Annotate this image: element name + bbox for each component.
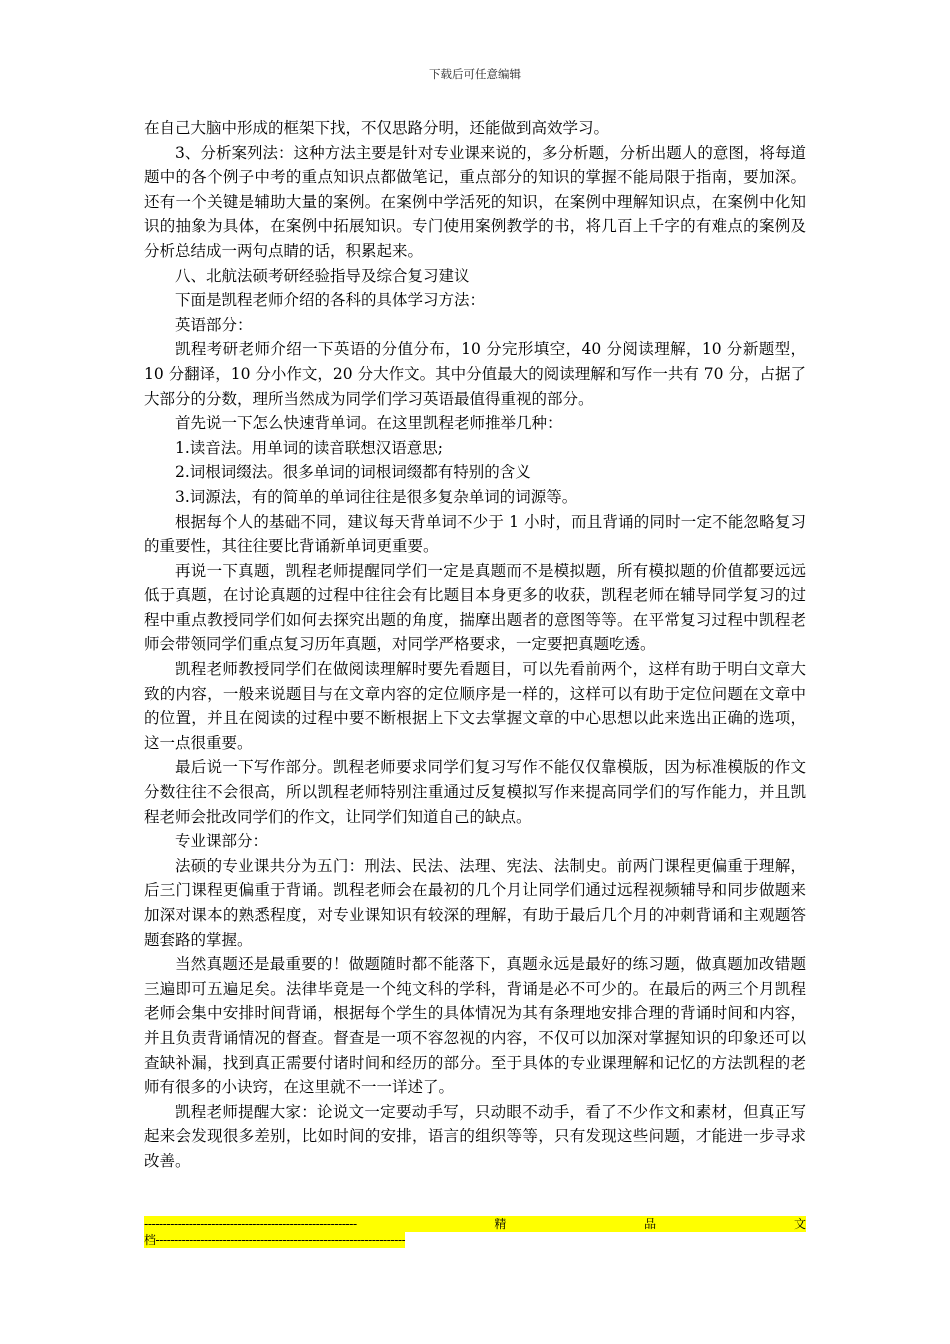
paragraph: 当然真题还是最重要的！做题随时都不能落下，真题永远是最好的练习题，做真题加改错题三遍即可五遍足矣。法律毕竟是一个纯文科的学科，背诵是必不可少的。在最后的两三个月凯程老师会集中安排时间背诵，根据每个学生的具体情况为其有条理地安排合理的背诵时间和内容，并且负责背诵情况的督查。督查是一项不容忽视的内容，不仅可以加深对掌握知识的印象还可以查缺补漏，找到真正需要付诸时间和经历的部分。至于具体的专业课理解和记忆的方法凯程的老师有很多的小诀窍，在这里就不一一详述了。 [144,955,806,1097]
page-header: 下载后可任意编辑 [429,67,521,81]
footer-dashes: --------------------------------------------------------- [144,1217,357,1231]
footer-line-2: 档------------------------------------------------------------------- [144,1233,406,1247]
paragraph: 专业课部分： [175,832,269,851]
paragraph: 八、北航法硕考研经验指导及综合复习建议 [175,266,470,285]
paragraph: 凯程老师提醒大家：论说文一定要动手写，只动眼不动手，看了不少作文和素材，但真正写起来会发现很多差别，比如时间的安排，语言的组织等等，只有发现这些问题，才能进一步寻求改善。 [144,1102,806,1170]
document-body [144,116,806,1174]
paragraph: 凯程老师教授同学们在做阅读理解时要先看题目，可以先看前两个，这样有助于明白文章大致的内容，一般来说题目与在文章内容的定位顺序是一样的，这样可以有助于定位问题在文章中的位置，并且在阅读的过程中要不断根据上下文去掌握文章的中心思想以此来选出正确的选项，这一点很重要。 [144,660,806,752]
paragraph: 3.词源法，有的简单的单词往往是很多复杂单词的词源等。 [175,487,578,506]
paragraph: 下面是凯程老师介绍的各科的具体学习方法： [175,291,486,310]
paragraph: 再说一下真题，凯程老师提醒同学们一定是真题而不是模拟题，所有模拟题的价值都要远远低于真题，在讨论真题的过程中往往会有比题目本身更多的收获，凯程老师在辅导同学复习的过程中重点教授同学们如何去探究出题的角度，揣摩出题者的意图等等。在平常复习过程中凯程老师会带领同学们重点复习历年真题，对同学严格要求，一定要把真题吃透。 [144,561,806,654]
paragraph: 3、分析案列法：这种方法主要是针对专业课来说的，多分析题，分析出题人的意图，将每道题中的各个例子中考的重点知识点都做笔记，重点部分的知识的掌握不能局限于指南，要加深。还有一个关键是辅助大量的案例。在案例中学活死的知识，在案例中理解知识点，在案例中化知识的抽象为具体，在案例中拓展知识。专门使用案例教学的书，将几百上千字的有难点的案例及分析总结成一两句点睛的话，积累起来。 [144,143,806,260]
footer-line-1 [144,1216,806,1232]
footer-char-2: 品 [644,1217,657,1231]
paragraph: 英语部分： [175,315,253,334]
footer-char-3: 文 [793,1217,806,1231]
paragraph: 凯程考研老师介绍一下英语的分值分布，10 分完形填空，40 分阅读理解，10 分新题型，10 分翻译，10 分小作文，20 分大作文。其中分值最大的阅读理解和写作一共有 70 分，占据了大部分的分数，理所当然成为同学们学习英语最值得重视的部分。 [144,340,807,408]
paragraph: 根据每个人的基础不同，建议每天背单词不少于 1 小时，而且背诵的同时一定不能忽略复习的重要性，其往往要比背诵新单词更重要。 [144,512,806,556]
footer-char-1: 精 [494,1217,507,1231]
paragraph: 2.词根词缀法。很多单词的词根词缀都有特别的含义 [175,463,531,482]
paragraph: 最后说一下写作部分。凯程老师要求同学们复习写作不能仅仅靠模版，因为标准模版的作文分数往往不会很高，所以凯程老师特别注重通过反复模拟写作来提高同学们的写作能力，并且凯程老师会批改同学们的作文，让同学们知道自己的缺点。 [144,758,806,826]
paragraph: 首先说一下怎么快速背单词。在这里凯程老师推举几种： [175,414,563,433]
paragraph: 法硕的专业课共分为五门：刑法、民法、法理、宪法、法制史。前两门课程更偏重于理解，后三门课程更偏重于背诵。凯程老师会在最初的几个月让同学们通过远程视频辅导和同步做题来加深对课本的熟悉程度，对专业课知识有较深的理解，有助于最后几个月的冲刺背诵和主观题答题套路的掌握。 [144,856,806,949]
paragraph: 在自己大脑中形成的框架下找，不仅思路分明，还能做到高效学习。 [144,119,610,137]
paragraph: 1.读音法。用单词的读音联想汉语意思; [175,438,444,457]
footer-watermark [144,1216,806,1252]
